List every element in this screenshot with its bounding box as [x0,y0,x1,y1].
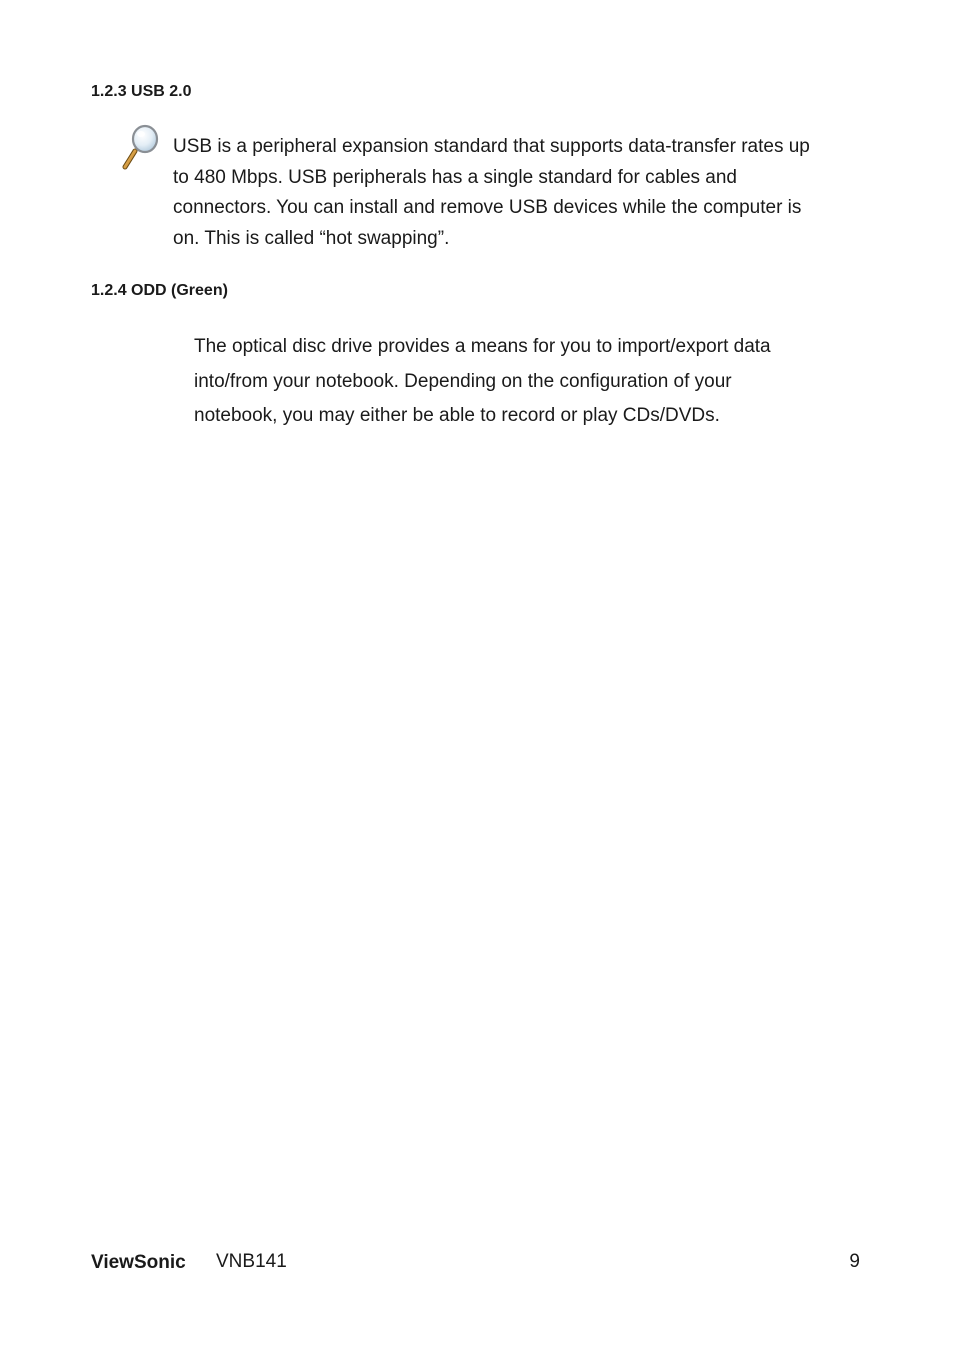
usb-description: USB is a peripheral expansion standard that supports data-transfer rates up to 480 Mbps. USB peripherals has a single standard for cables and connectors. You can install and remove USB devices while the computer is on. This is called “hot swapping”. [173,136,810,249]
page-number: 9 [849,1251,860,1272]
magnifier-note-icon [122,124,160,170]
odd-description: The optical disc drive provides a means for you to import/export data into/from your notebook. Depending on the configuration of your notebook, you may either be able to record or play CDs/DVDs. [194,336,771,426]
footer-brand: ViewSonic [91,1252,186,1273]
footer-model: VNB141 [216,1251,287,1272]
section-heading-odd: 1.2.4 ODD (Green) [91,282,228,299]
section-heading-usb: 1.2.3 USB 2.0 [91,83,192,100]
